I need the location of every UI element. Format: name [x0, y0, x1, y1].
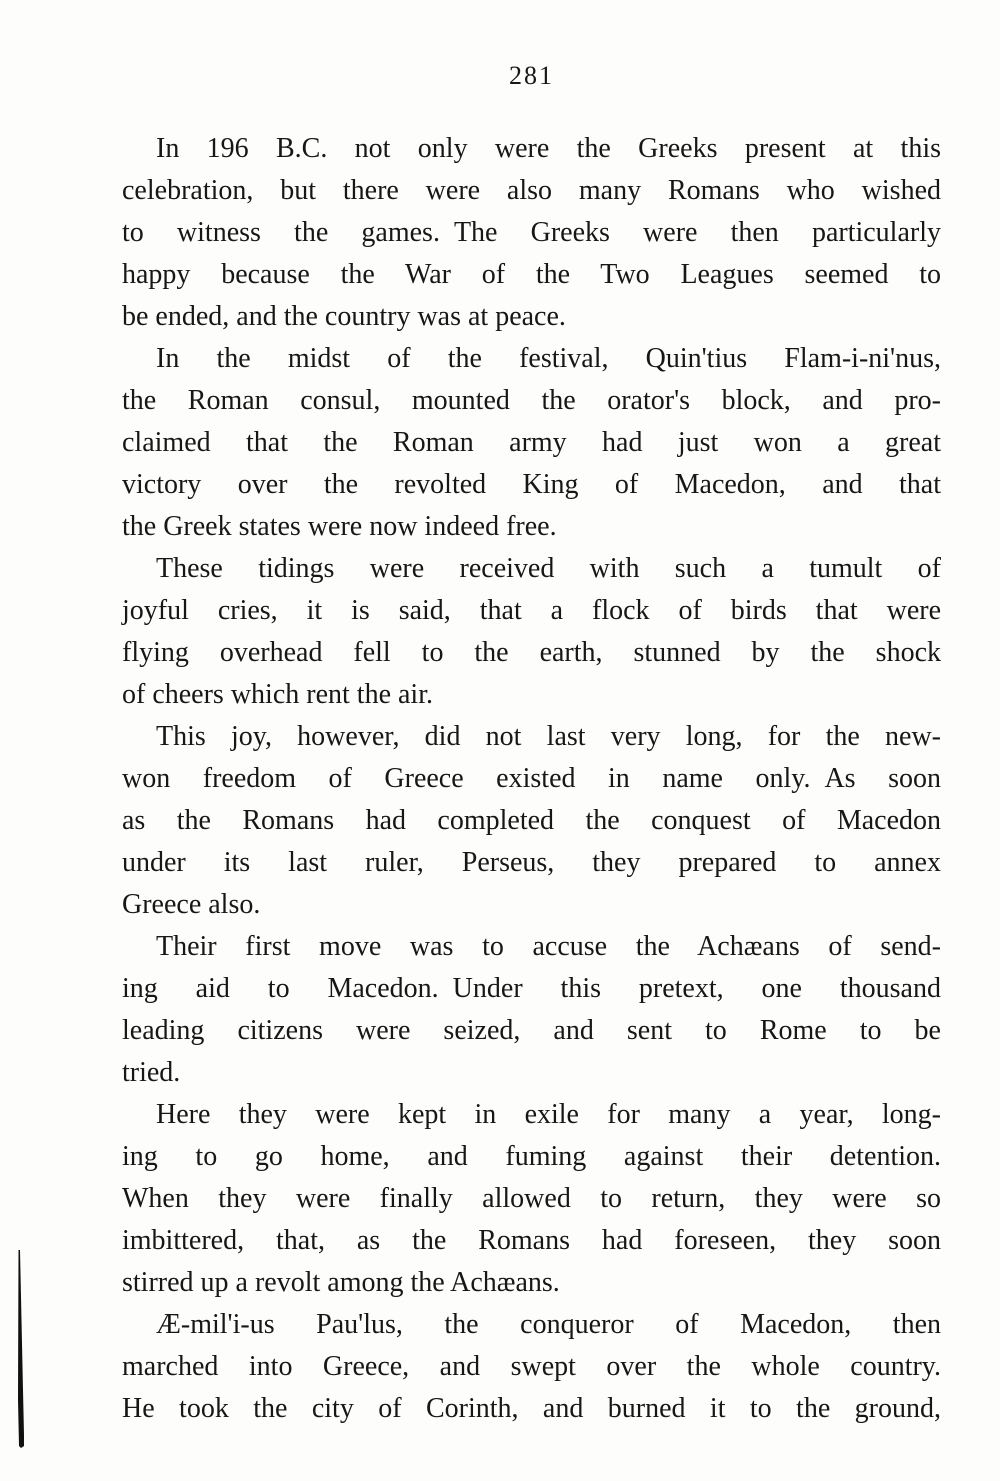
text-line: joyful cries, it is said, that a flock of birds that were — [122, 595, 941, 626]
paragraph — [122, 338, 941, 548]
text-line: imbittered, that, as the Romans had foreseen, they soon — [122, 1225, 941, 1256]
text-line: to witness the games. The Greeks were then particularly — [122, 217, 941, 248]
text-line: tried. — [122, 1057, 181, 1088]
text-line: leading citizens were seized, and sent to Rome to be — [122, 1015, 941, 1046]
text-line: Here they were kept in exile for many a year, long- — [156, 1099, 941, 1130]
paragraph — [122, 548, 941, 716]
paragraph — [122, 128, 941, 338]
text-line: Greece also. — [122, 889, 261, 920]
text-line: stirred up a revolt among the Achæans. — [122, 1267, 560, 1298]
text-line: happy because the War of the Two Leagues seemed to — [122, 259, 941, 290]
text-line: the Greek states were now indeed free. — [122, 511, 557, 542]
text-line: claimed that the Roman army had just won a great — [122, 427, 941, 458]
scan-artifact-line — [12, 1250, 26, 1450]
text-line: marched into Greece, and swept over the whole country. — [122, 1351, 941, 1382]
text-line: as the Romans had completed the conquest of Macedon — [122, 805, 941, 836]
text-line: victory over the revolted King of Macedon, and that — [122, 469, 941, 500]
text-line: won freedom of Greece existed in name only. As soon — [122, 763, 941, 794]
text-line: ing aid to Macedon. Under this pretext, one thousand — [122, 973, 941, 1004]
paragraph — [122, 926, 941, 1094]
text-line: under its last ruler, Perseus, they prepared to annex — [122, 847, 941, 878]
text-line: of cheers which rent the air. — [122, 679, 433, 710]
text-line: In 196 B.C. not only were the Greeks present at this — [156, 133, 941, 164]
text-line: celebration, but there were also many Romans who wished — [122, 175, 941, 206]
text-line: When they were finally allowed to return, they were so — [122, 1183, 941, 1214]
text-line: In the midst of the festival, Quin'tius Flam-i-ni'nus, — [156, 343, 941, 374]
text-line: be ended, and the country was at peace. — [122, 301, 566, 332]
text-line: the Roman consul, mounted the orator's block, and pro- — [122, 385, 941, 416]
paragraph — [122, 1094, 941, 1304]
page-text — [122, 128, 941, 1430]
text-line: flying overhead fell to the earth, stunned by the shock — [122, 637, 941, 668]
text-line: Æ-mil'i-us Pau'lus, the conqueror of Macedon, then — [156, 1309, 941, 1340]
text-line: He took the city of Corinth, and burned it to the ground, — [122, 1393, 941, 1424]
text-line: This joy, however, did not last very long, for the new- — [156, 721, 941, 752]
text-line: These tidings were received with such a tumult of — [156, 553, 941, 584]
paragraph — [122, 716, 941, 926]
page-number: 281 — [509, 61, 554, 90]
text-line: Their first move was to accuse the Achæans of send- — [156, 931, 941, 962]
text-line: ing to go home, and fuming against their detention. — [122, 1141, 941, 1172]
paragraph — [122, 1304, 941, 1430]
